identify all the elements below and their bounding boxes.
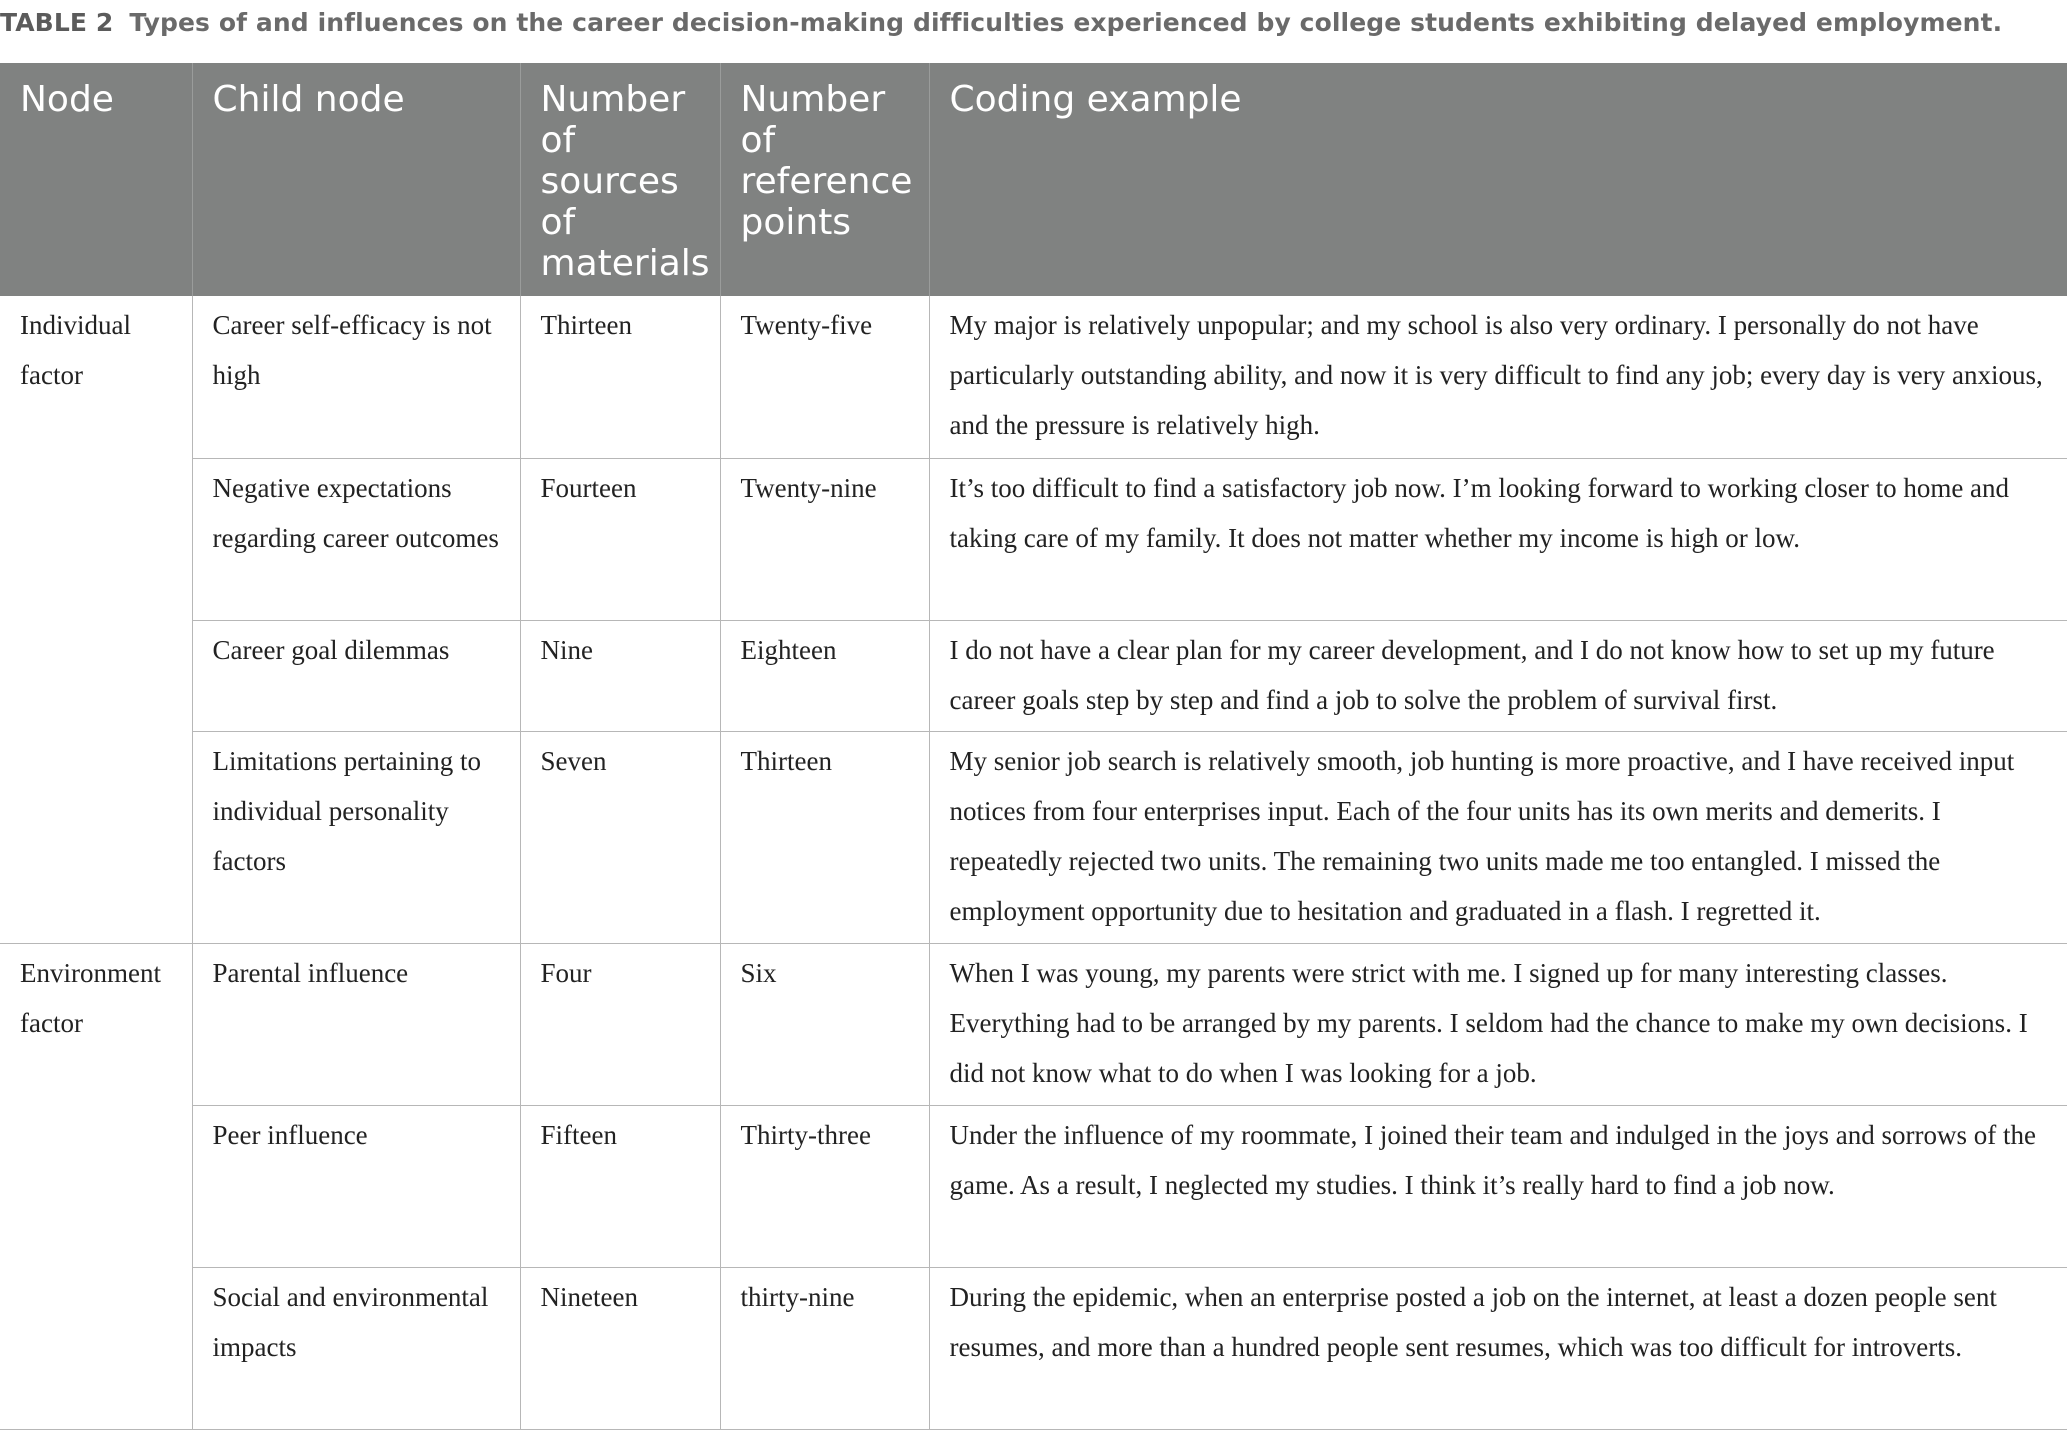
sources-cell: Nine xyxy=(520,620,720,731)
references-cell: Twenty-nine xyxy=(720,458,929,620)
table-caption xyxy=(0,8,2067,37)
child-node-cell: Career goal dilemmas xyxy=(192,620,520,731)
child-node-cell: Parental influence xyxy=(192,943,520,1105)
sources-cell: Seven xyxy=(520,731,720,943)
data-table xyxy=(0,63,2067,1430)
references-cell: Eighteen xyxy=(720,620,929,731)
child-node-cell: Social and environmental impacts xyxy=(192,1267,520,1429)
child-node-cell: Negative expectations regarding career outcomes xyxy=(192,458,520,620)
references-cell: Thirty-three xyxy=(720,1105,929,1267)
child-node-cell: Career self-efficacy is not high xyxy=(192,296,520,458)
header-node: Node xyxy=(0,63,192,296)
table-row xyxy=(0,1267,2067,1429)
coding-example-cell: During the epidemic, when an enterprise posted a job on the internet, at least a dozen people sent resumes, and more than a hundred people sent resumes, which was too difficult for introverts. xyxy=(929,1267,2067,1429)
references-cell: Thirteen xyxy=(720,731,929,943)
table-row xyxy=(0,458,2067,620)
table-row xyxy=(0,943,2067,1105)
child-node-cell: Peer influence xyxy=(192,1105,520,1267)
table-caption-text: Types of and influences on the career decision-making difficulties experienced by college students exhibiting delayed employment. xyxy=(129,8,2003,37)
coding-example-cell: Under the influence of my roommate, I joined their team and indulged in the joys and sorrows of the game. As a result, I neglected my studies. I think it’s really hard to find a job now. xyxy=(929,1105,2067,1267)
header-sources: Number of sources of materials xyxy=(520,63,720,296)
table-row xyxy=(0,296,2067,458)
header-child-node: Child node xyxy=(192,63,520,296)
table-caption-label: TABLE 2 xyxy=(0,8,114,37)
sources-cell: Thirteen xyxy=(520,296,720,458)
node-cell: Individual factor xyxy=(0,296,192,943)
table-row xyxy=(0,731,2067,943)
coding-example-cell: It’s too difficult to find a satisfactory job now. I’m looking forward to working closer to home and taking care of my family. It does not matter whether my income is high or low. xyxy=(929,458,2067,620)
references-cell: Six xyxy=(720,943,929,1105)
header-coding-example: Coding example xyxy=(929,63,2067,296)
child-node-cell: Limitations pertaining to individual personality factors xyxy=(192,731,520,943)
node-cell: Environment factor xyxy=(0,943,192,1429)
table-row xyxy=(0,1105,2067,1267)
coding-example-cell: I do not have a clear plan for my career development, and I do not know how to set up my future career goals step by step and find a job to solve the problem of survival first. xyxy=(929,620,2067,731)
sources-cell: Fourteen xyxy=(520,458,720,620)
references-cell: Twenty-five xyxy=(720,296,929,458)
table-row xyxy=(0,620,2067,731)
references-cell: thirty-nine xyxy=(720,1267,929,1429)
header-references: Number of reference points xyxy=(720,63,929,296)
sources-cell: Fifteen xyxy=(520,1105,720,1267)
coding-example-cell: My senior job search is relatively smooth, job hunting is more proactive, and I have received input notices from four enterprises input. Each of the four units has its own merits and demerits. I repeatedly rejected two units. The remaining two units made me too entangled. I missed the employment opportunity due to hesitation and graduated in a flash. I regretted it. xyxy=(929,731,2067,943)
coding-example-cell: When I was young, my parents were strict with me. I signed up for many interesting classes. Everything had to be arranged by my parents. I seldom had the chance to make my own decisions. I did not know what to do when I was looking for a job. xyxy=(929,943,2067,1105)
sources-cell: Four xyxy=(520,943,720,1105)
table-header-row xyxy=(0,63,2067,296)
coding-example-cell: My major is relatively unpopular; and my school is also very ordinary. I personally do not have particularly outstanding ability, and now it is very difficult to find any job; every day is very anxious, and the pressure is relatively high. xyxy=(929,296,2067,458)
sources-cell: Nineteen xyxy=(520,1267,720,1429)
